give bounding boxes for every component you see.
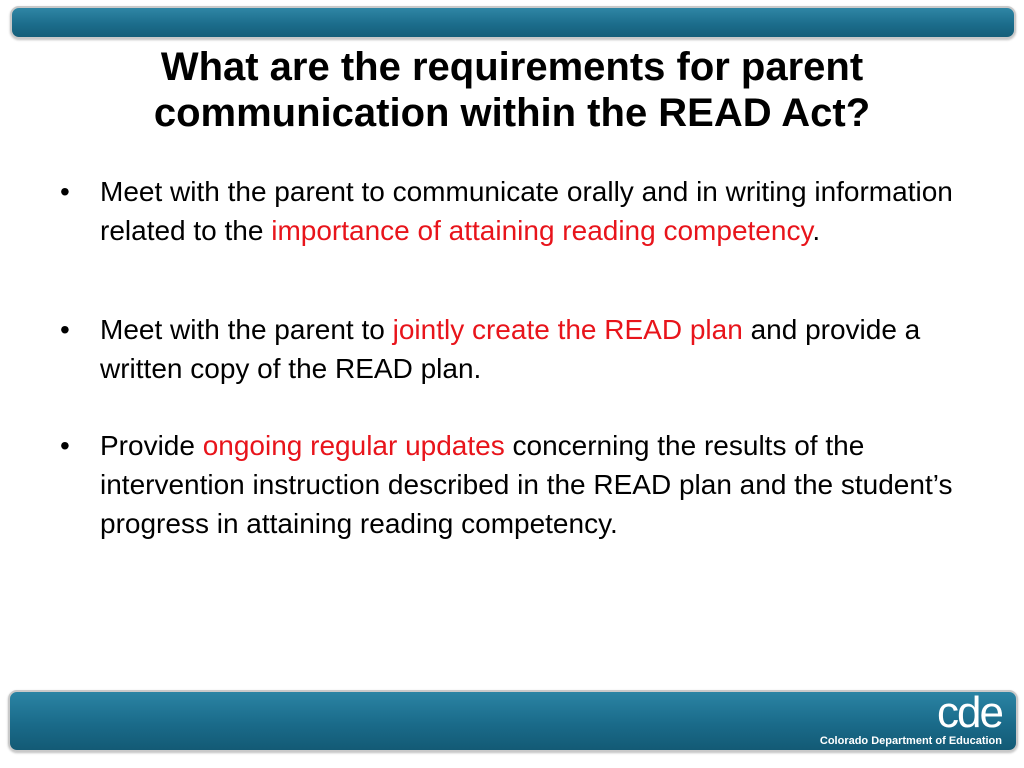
bullet-item [60, 310, 970, 388]
bullet-text-end: concerning the results of the intervention instruction described in the READ plan and the student’s progress in attaining reading competency. [100, 430, 953, 539]
cde-logo [819, 688, 1002, 750]
header-bar [10, 6, 1016, 39]
bullet-text: Meet with the parent to [100, 314, 393, 345]
bullet-dot-icon: • [60, 176, 70, 207]
bullet-highlight: jointly create the READ plan [392, 314, 743, 345]
bullet-text: Provide [100, 430, 203, 461]
slide-title: What are the requirements for parent communication within the READ Act? [153, 45, 871, 135]
bullet-text-end: . [812, 215, 821, 246]
org-name: Colorado Department of Education [819, 735, 1002, 747]
bullet-text: Meet with the parent to communicate orally and in writing information related to the [100, 176, 953, 246]
bullet-highlight: ongoing regular updates [202, 430, 505, 461]
bullet-dot-icon: • [60, 430, 70, 461]
bullet-highlight: importance of attaining reading competency [271, 215, 813, 246]
logo-mark: cde [937, 688, 1002, 737]
bullet-dot-icon: • [60, 314, 70, 345]
bullet-item [60, 426, 970, 543]
bullet-text-end: and provide a written copy of the READ plan. [100, 314, 921, 384]
bullet-item [60, 172, 970, 250]
bullet-list [60, 172, 970, 543]
footer-bar [8, 690, 1018, 752]
